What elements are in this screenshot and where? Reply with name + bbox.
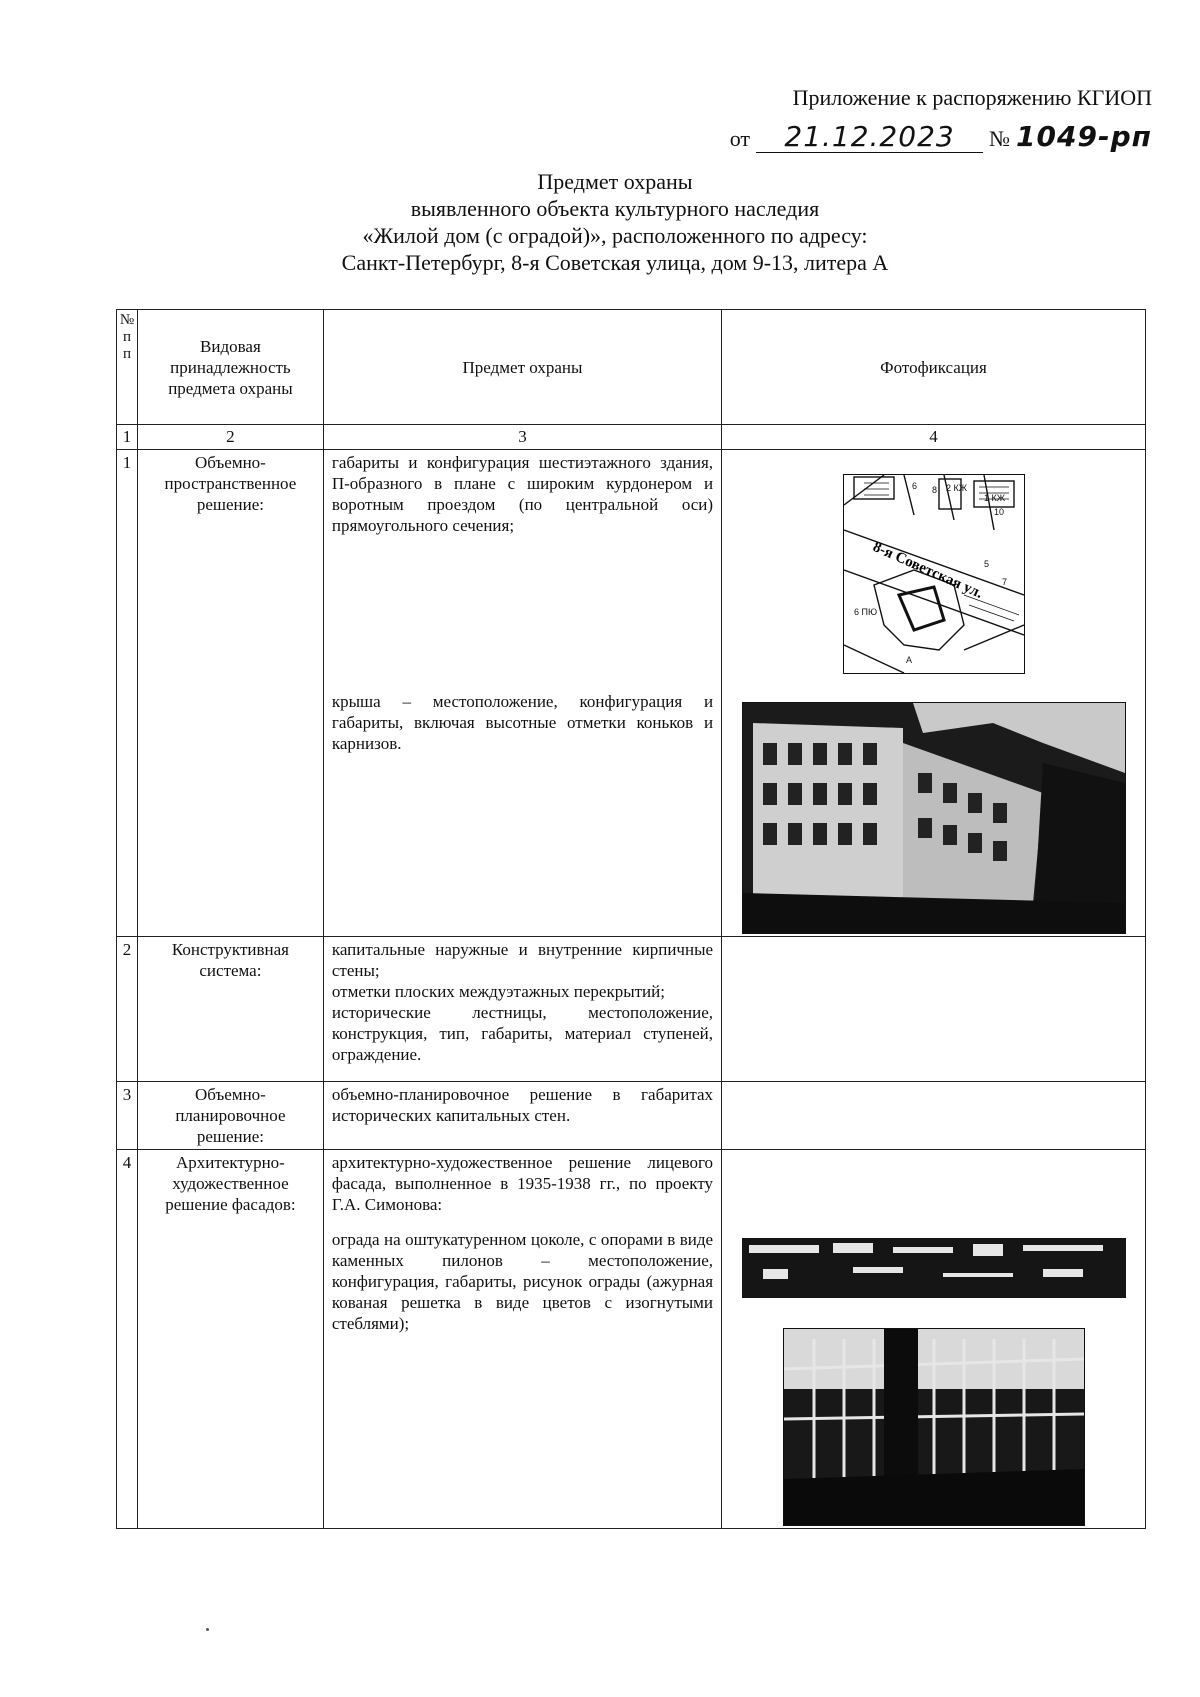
subject-text: исторические лестницы, местоположение, конструкция, тип, габариты, материал ступеней, ограждение. xyxy=(331,1003,714,1064)
table-row xyxy=(117,937,1146,1082)
order-header xyxy=(730,84,1152,153)
row-kind: Объемно-планировочное решение: xyxy=(137,1082,323,1150)
header-photo: Фотофиксация xyxy=(722,310,1146,425)
subject-text: капитальные наружные и внутренние кирпичные стены; xyxy=(331,940,714,980)
subject-text: отметки плоских междуэтажных перекрытий; xyxy=(331,982,665,1001)
fence-photo xyxy=(783,1328,1085,1526)
map-label: 6 xyxy=(911,481,917,491)
row-subject xyxy=(323,450,721,937)
header-number: № п п xyxy=(117,310,138,425)
row-number: 2 xyxy=(117,937,138,1082)
col-number-3: 3 xyxy=(323,425,721,450)
header-kind: Видовая принадлежность предмета охраны xyxy=(137,310,323,425)
row-kind: Объемно-пространственное решение: xyxy=(137,450,323,937)
map-label: 6 ПЮ xyxy=(853,607,877,617)
row-kind: Конструктивная система: xyxy=(137,937,323,1082)
subject-text: архитектурно-художественное решение лицевого фасада, выполненное в 1935-1938 гг., по проекту Г.А. Симонова: xyxy=(331,1153,714,1214)
number-label: № xyxy=(989,126,1011,151)
from-label: от xyxy=(729,126,751,151)
facade-strip-photo xyxy=(742,1238,1126,1298)
row-photo-empty xyxy=(722,937,1146,1082)
col-number-1: 1 xyxy=(117,425,138,450)
map-label: 10 xyxy=(993,507,1004,517)
row-number: 4 xyxy=(117,1150,138,1529)
subject-text: объемно-планировочное решение в габаритах исторических капитальных стен. xyxy=(331,1085,714,1125)
building-roof-photo xyxy=(742,702,1126,934)
table-header-row xyxy=(117,310,1146,425)
subject-text: ограда на оштукатуренном цоколе, с опорами в виде каменных пилонов – местоположение, конфигурация, габариты, рисунок ограды (ажурная кованая решетка в виде цветов с изогнутыми стеблями); xyxy=(331,1230,714,1333)
title-line-1: Предмет охраны xyxy=(537,169,693,194)
map-label: 5 xyxy=(983,559,989,569)
map-label: 7 xyxy=(1001,577,1007,587)
order-date: 21.12.2023 xyxy=(756,122,983,153)
title-line-2: выявленного объекта культурного наследия xyxy=(410,196,820,221)
protection-subject-table xyxy=(116,309,1146,1529)
row-subject xyxy=(323,1150,721,1529)
map-label: 8 xyxy=(931,485,937,495)
col-number-4: 4 xyxy=(722,425,1146,450)
table-row xyxy=(117,450,1146,937)
appendix-caption: Приложение к распоряжению КГИОП xyxy=(792,85,1152,110)
map-street-label: 8-я Советская ул. xyxy=(869,539,985,602)
location-map-image xyxy=(843,474,1025,674)
order-number: 1049-рп xyxy=(1016,120,1152,153)
title-line-3: «Жилой дом (с оградой)», расположенного по адресу: xyxy=(362,223,868,248)
table-row xyxy=(117,1082,1146,1150)
row-kind: Архитектурно-художественное решение фасадов: xyxy=(137,1150,323,1529)
table-numbering-row xyxy=(117,425,1146,450)
map-label: 1 КЖ xyxy=(983,493,1005,503)
row-photo-empty xyxy=(722,1082,1146,1150)
table-row xyxy=(117,1150,1146,1529)
row-number: 3 xyxy=(117,1082,138,1150)
header-subject: Предмет охраны xyxy=(323,310,721,425)
subject-text: габариты и конфигурация шестиэтажного здания, П-образного в плане с широким курдонером и воротным проездом (по центральной оси) прямоугольного сечения; xyxy=(331,453,714,535)
scan-speck xyxy=(206,1628,209,1631)
col-number-2: 2 xyxy=(137,425,323,450)
title-line-4: Санкт-Петербург, 8-я Советская улица, дом 9-13, литера А xyxy=(341,250,889,275)
map-label: А xyxy=(905,655,912,665)
row-subject xyxy=(323,937,721,1082)
row-subject xyxy=(323,1082,721,1150)
row-photo xyxy=(722,1150,1146,1529)
subject-text: крыша – местоположение, конфигурация и габариты, включая высотные отметки коньков и карнизов. xyxy=(331,692,714,753)
order-line xyxy=(730,122,1152,153)
row-number: 1 xyxy=(117,450,138,937)
row-photo xyxy=(722,450,1146,937)
map-label: 2 КЖ xyxy=(945,483,967,493)
document-title xyxy=(0,168,1200,276)
